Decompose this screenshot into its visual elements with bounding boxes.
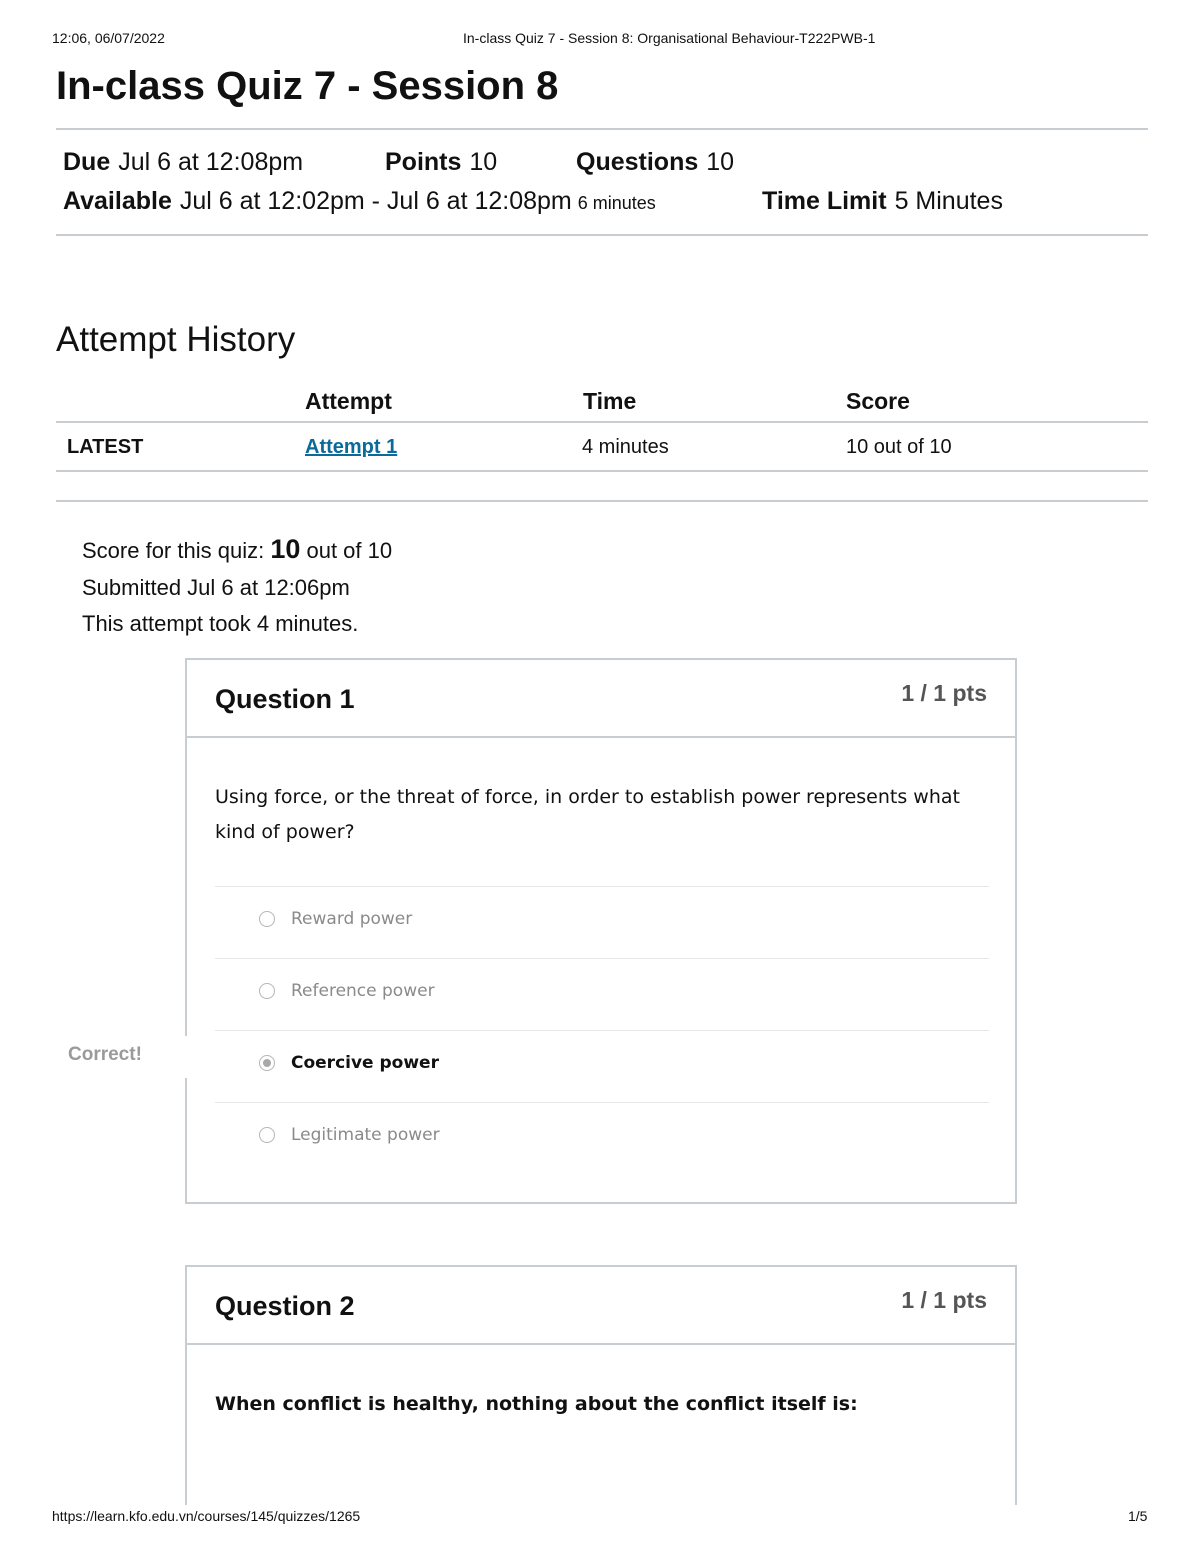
print-url: https://learn.kfo.edu.vn/courses/145/quizzes/1265 — [52, 1508, 361, 1524]
question-text: Using force, or the threat of force, in order to establish power represents what kind of power? — [215, 786, 960, 843]
attempt-score: 10 out of 10 — [846, 436, 952, 458]
title-divider — [56, 128, 1148, 130]
score-summary — [82, 534, 392, 565]
column-header-attempt: Attempt — [305, 388, 392, 414]
question-card-2 — [185, 1265, 1017, 1505]
correct-flag-marker — [185, 1036, 187, 1078]
print-page-number: 1/5 — [1128, 1508, 1148, 1524]
score-suffix: out of 10 — [306, 538, 393, 563]
question-points: 1 / 1 pts — [901, 680, 987, 706]
answer-label: Reference power — [291, 981, 435, 1001]
points-value: 10 — [469, 148, 498, 176]
page-title: In-class Quiz 7 - Session 8 — [56, 64, 559, 108]
print-page-title: In-class Quiz 7 - Session 8: Organisational Behaviour-T222PWB-1 — [463, 30, 876, 46]
radio-button[interactable] — [259, 983, 275, 999]
radio-button[interactable] — [259, 1127, 275, 1143]
question-title: Question 2 — [215, 1291, 355, 1321]
table-header-divider — [56, 421, 1148, 423]
answer-label: Coercive power — [291, 1053, 439, 1073]
available-duration: 6 minutes — [577, 193, 656, 213]
due-info — [63, 148, 303, 177]
answer-label: Reward power — [291, 909, 413, 929]
column-header-score: Score — [846, 388, 910, 414]
section-divider — [56, 500, 1148, 502]
question-header — [187, 1267, 1015, 1345]
attempt-1-link[interactable]: Attempt 1 — [305, 436, 398, 458]
question-card-1 — [185, 658, 1017, 1204]
answer-label: Legitimate power — [291, 1125, 440, 1145]
time-limit-label: Time Limit — [762, 187, 887, 215]
attempt-history-title: Attempt History — [56, 320, 296, 359]
score-value: 10 — [270, 534, 301, 564]
radio-button[interactable] — [259, 911, 275, 927]
meta-divider — [56, 234, 1148, 236]
available-value: Jul 6 at 12:02pm - Jul 6 at 12:08pm — [179, 187, 572, 215]
table-row-divider — [56, 470, 1148, 472]
question-points: 1 / 1 pts — [901, 1287, 987, 1313]
attempt-time: 4 minutes — [582, 436, 669, 458]
questions-value: 10 — [706, 148, 735, 176]
questions-info — [576, 148, 734, 177]
time-limit-value: 5 Minutes — [894, 187, 1003, 215]
question-text: When conflict is healthy, nothing about the conflict itself is: — [215, 1393, 858, 1415]
latest-label: LATEST — [67, 436, 144, 458]
due-value: Jul 6 at 12:08pm — [118, 148, 304, 176]
attempt-duration: This attempt took 4 minutes. — [82, 611, 359, 636]
points-info — [385, 148, 497, 177]
answer-option[interactable] — [215, 886, 989, 959]
column-header-time: Time — [583, 388, 637, 414]
answer-option[interactable] — [215, 958, 989, 1031]
available-label: Available — [63, 187, 172, 215]
due-label: Due — [63, 148, 111, 176]
question-header — [187, 660, 1015, 738]
print-datetime: 12:06, 06/07/2022 — [52, 30, 165, 46]
score-prefix: Score for this quiz: — [82, 538, 265, 563]
answer-option-selected[interactable] — [215, 1030, 989, 1103]
points-label: Points — [385, 148, 462, 176]
question-title: Question 1 — [215, 684, 355, 714]
submitted-time: Submitted Jul 6 at 12:06pm — [82, 575, 350, 600]
correct-flag: Correct! — [68, 1044, 142, 1065]
answer-option[interactable] — [215, 1102, 989, 1175]
available-info — [63, 187, 656, 216]
time-limit-info — [762, 187, 1003, 216]
questions-label: Questions — [576, 148, 699, 176]
radio-button-selected[interactable] — [259, 1055, 275, 1071]
